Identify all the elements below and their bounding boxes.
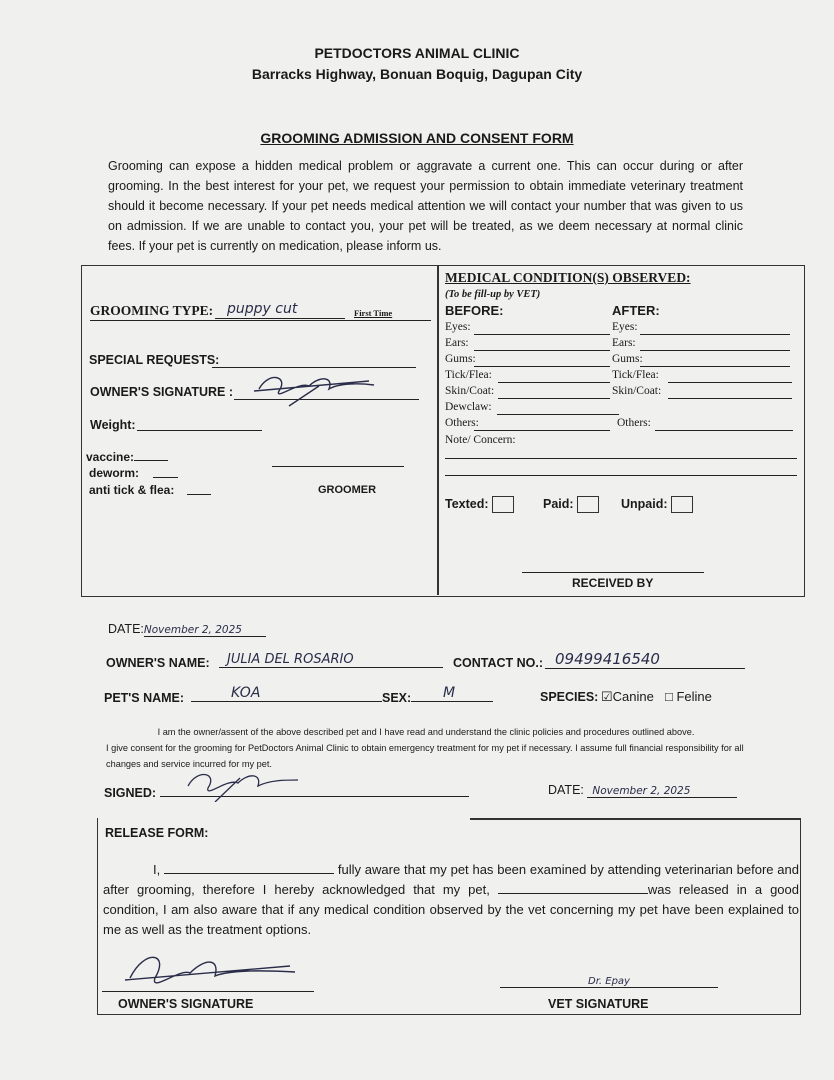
species-label: SPECIES: (540, 690, 599, 704)
anti-tick-field[interactable] (187, 482, 211, 495)
sex-field[interactable]: M (411, 685, 493, 702)
pet-name-field[interactable]: KOA (191, 685, 382, 702)
signed-field[interactable] (160, 782, 469, 797)
unpaid-checkbox[interactable]: Unpaid: (621, 496, 693, 513)
note-label: Note/ Concern: (445, 434, 516, 446)
owner-signature-label: OWNER'S SIGNATURE : (90, 385, 234, 399)
consent-date-field[interactable]: DATE: November 2, 2025 (548, 783, 737, 798)
vet-signature-line[interactable]: Dr. Epay (500, 976, 718, 988)
before-field[interactable] (497, 401, 619, 415)
special-requests-field[interactable] (212, 353, 416, 368)
clinic-address: Barracks Highway, Bonuan Boquig, Dagupan City (251, 66, 583, 82)
after-field[interactable] (640, 321, 790, 335)
vaccine-field[interactable] (134, 448, 168, 461)
after-item: Gums: (612, 353, 643, 365)
after-item: Skin/Coat: (612, 385, 662, 397)
note-line-2[interactable] (445, 475, 797, 476)
owner-name-label: OWNER'S NAME: (106, 656, 210, 670)
contact-field[interactable]: 09499416540 (545, 650, 745, 669)
pet-name-blank[interactable] (498, 893, 648, 894)
after-item: Tick/Flea: (612, 369, 659, 381)
after-item: Others: (617, 417, 651, 429)
before-field[interactable] (498, 369, 610, 383)
pet-name-label: PET'S NAME: (104, 691, 185, 705)
after-label: AFTER: (612, 303, 660, 318)
before-item: Gums: (445, 353, 476, 365)
first-time-label: First Time (354, 308, 393, 318)
after-field[interactable] (668, 385, 792, 399)
form-title: GROOMING ADMISSION AND CONSENT FORM (260, 130, 574, 146)
special-requests-label: SPECIAL REQUESTS: (89, 353, 220, 367)
after-item: Ears: (612, 337, 636, 349)
after-item: Eyes: (612, 321, 638, 333)
species-feline-checkbox[interactable]: □ Feline (665, 689, 712, 704)
weight-label: Weight: (90, 418, 136, 432)
signed-label: SIGNED: (104, 786, 157, 800)
intro-paragraph: Grooming can expose a hidden medical problem or aggravate a current one. This can occur during or after grooming. In the best interest for your pet, we request your permission to obtain immediate veterinary treatment should it become necessary. If your pet needs medical attention we will contact your number that was given to us on admission. If we are unable to contact you, your pet will be treated, as we deem necessary at normal clinic fees. If your pet is currently on medication, please inform us. (108, 159, 743, 253)
grooming-type-line (90, 320, 431, 321)
clinic-name: PETDOCTORS ANIMAL CLINIC (314, 45, 520, 61)
texted-checkbox[interactable]: Texted: (445, 496, 514, 513)
release-paragraph: I, fully aware that my pet has been examined by attending veterinarian before and after grooming, therefore I hereby acknowledged that my pet, was released in a good condition, I am also aware that if any medical condition observed by the vet concerning my pet have been explained to me as well as the treatment options. (103, 862, 799, 937)
species-canine-checkbox[interactable]: ☑Canine (601, 689, 654, 704)
owner-signature-field[interactable] (234, 385, 419, 400)
received-by-line[interactable] (522, 572, 704, 573)
after-field[interactable] (640, 337, 790, 351)
vet-signature-caption: VET SIGNATURE (548, 997, 649, 1011)
medical-subtitle: (To be fill-up by VET) (445, 289, 541, 300)
release-owner-signature-line[interactable] (102, 990, 314, 992)
release-form-title: RELEASE FORM: (105, 826, 209, 840)
before-item: Eyes: (445, 321, 471, 333)
grooming-type-field[interactable]: puppy cut (215, 300, 345, 319)
after-field[interactable] (655, 417, 793, 431)
signature-icon (120, 948, 300, 998)
groomer-signature-line[interactable] (272, 466, 404, 467)
before-field[interactable] (474, 417, 610, 431)
divider (470, 818, 800, 820)
signature-icon (249, 371, 379, 407)
owner-signature-caption: OWNER'S SIGNATURE (118, 997, 254, 1011)
owner-name-blank[interactable] (164, 873, 334, 874)
paid-checkbox[interactable]: Paid: (543, 496, 599, 513)
before-item: Ears: (445, 337, 469, 349)
before-item: Tick/Flea: (445, 369, 492, 381)
deworm-label: deworm: (89, 466, 140, 480)
before-item: Others: (445, 417, 479, 429)
before-field[interactable] (474, 353, 610, 367)
before-item: Skin/Coat: (445, 385, 495, 397)
contact-label: CONTACT NO.: (453, 656, 544, 670)
before-field[interactable] (498, 385, 610, 399)
before-field[interactable] (474, 321, 610, 335)
consent-text: I am the owner/assent of the above described pet and I have read and understand the clinic policies and procedures outlined above. I give consent for the grooming for PetDoctors Animal Clinic to obtain emergency treatment for my pet if necessary. I assume full financial responsibility for all changes and service incurred for my pet. (106, 727, 744, 769)
received-by-label: RECEIVED BY (572, 576, 654, 590)
groomer-label: GROOMER (318, 484, 377, 496)
before-field[interactable] (474, 337, 610, 351)
date-field[interactable]: DATE:November 2, 2025 (108, 622, 266, 637)
after-field[interactable] (668, 369, 792, 383)
after-field[interactable] (640, 353, 790, 367)
medical-title: MEDICAL CONDITION(S) OBSERVED: (445, 270, 691, 285)
vaccine-label: vaccine: (86, 450, 135, 464)
sex-label: SEX: (382, 691, 412, 705)
owner-name-field[interactable]: JULIA DEL ROSARIO (219, 652, 443, 668)
before-item: Dewclaw: (445, 401, 492, 413)
anti-tick-label: anti tick & flea: (89, 483, 175, 497)
signature-icon (180, 768, 300, 802)
grooming-type-label: GROOMING TYPE: (90, 303, 214, 318)
note-line-1[interactable] (445, 458, 797, 459)
weight-field[interactable] (137, 418, 262, 431)
deworm-field[interactable] (153, 465, 178, 478)
before-label: BEFORE: (445, 303, 504, 318)
divider (437, 265, 439, 595)
